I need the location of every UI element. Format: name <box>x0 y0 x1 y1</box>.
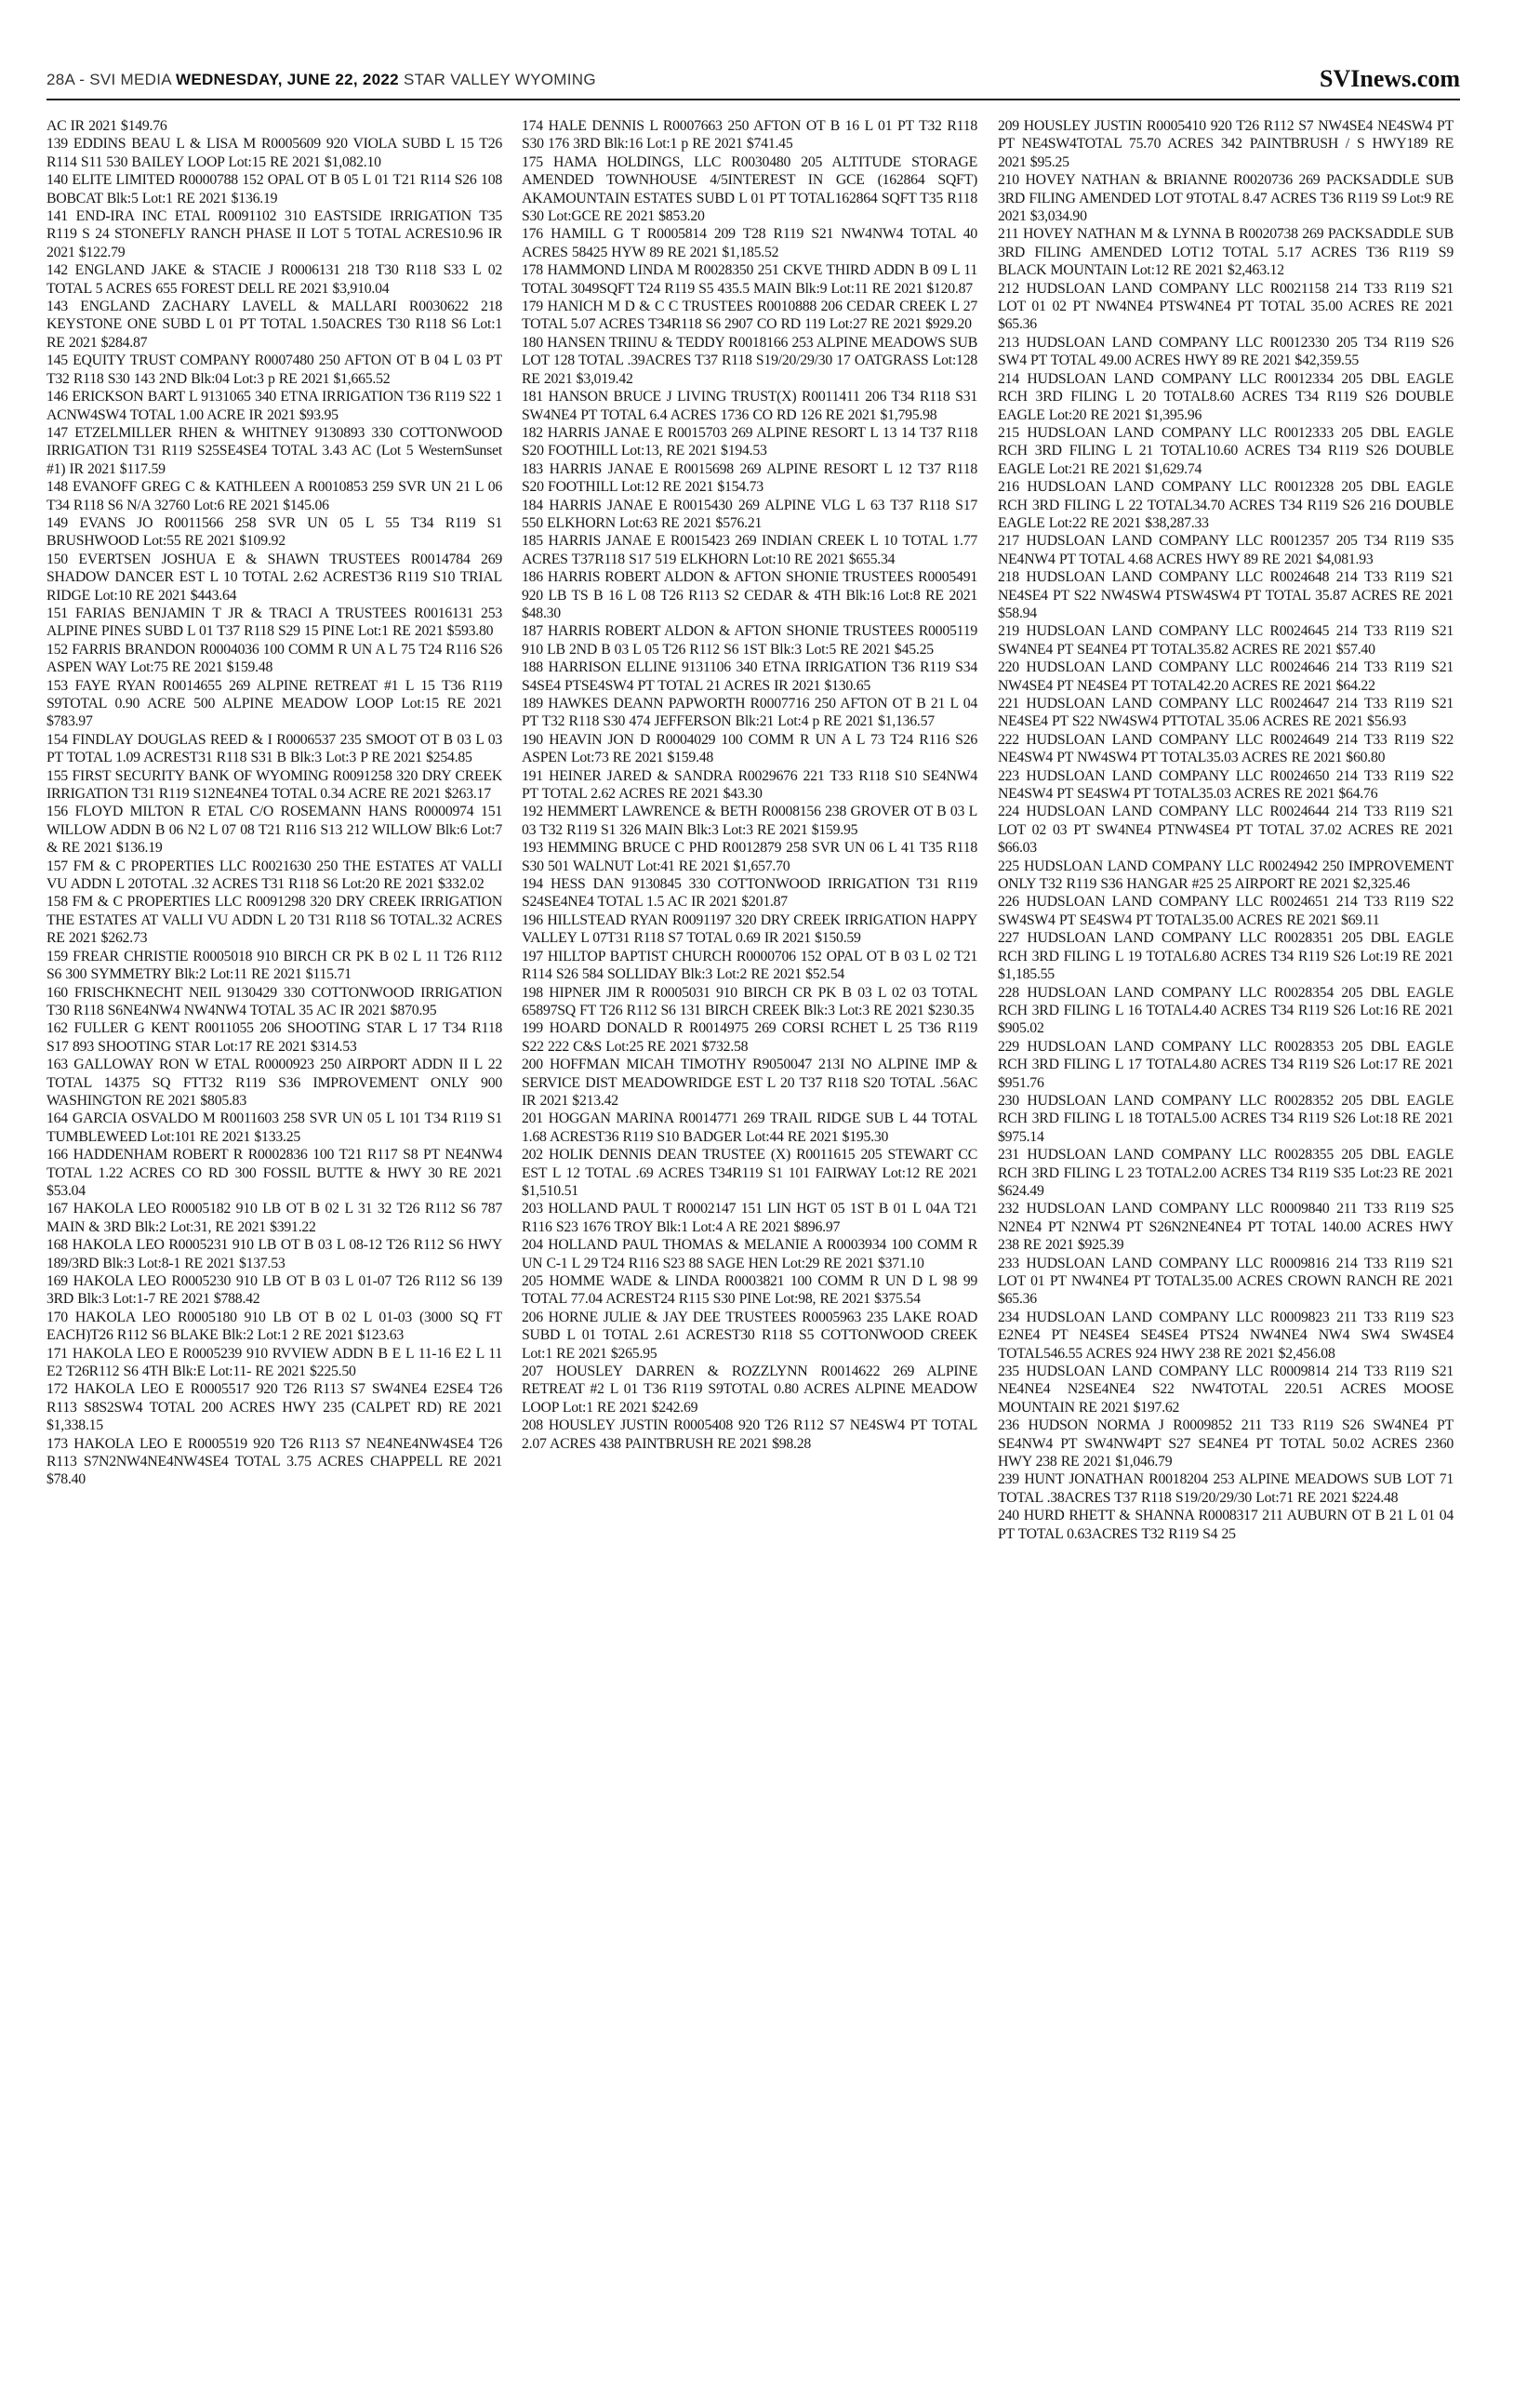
tax-listing-entry: 224 HUDSLOAN LAND COMPANY LLC R0024644 214 T33 R119 S21 LOT 02 03 PT SW4NE4 PTNW4SE4 PT TOTAL 37.02 ACRES RE 2021 $66.03 <box>998 804 1454 857</box>
header-folio <box>46 71 596 89</box>
tax-listing-entry: 149 EVANS JO R0011566 258 SVR UN 05 L 55 T34 R119 S1 BRUSHWOOD Lot:55 RE 2021 $109.92 <box>46 514 502 550</box>
tax-listing-entry: 201 HOGGAN MARINA R0014771 269 TRAIL RIDGE SUB L 44 TOTAL 1.68 ACREST36 R119 S10 BADGER Lot:44 RE 2021 $195.30 <box>522 1111 977 1145</box>
tax-listing-entry: 189 HAWKES DEANN PAPWORTH R0007716 250 AFTON OT B 21 L 04 PT T32 R118 S30 474 JEFFERSON Blk:21 Lot:4 p RE 2021 $1,136.57 <box>522 696 977 730</box>
paper-name: STAR VALLEY WYOMING <box>403 71 596 88</box>
tax-listing-entry: 193 HEMMING BRUCE C PHD R0012879 258 SVR UN 06 L 41 T35 R118 S30 501 WALNUT Lot:41 RE 2021 $1,657.70 <box>522 840 977 874</box>
legal-notice-column-2 <box>522 117 977 2368</box>
tax-listing-entry: 194 HESS DAN 9130845 330 COTTONWOOD IRRIGATION T31 R119 S24SE4NE4 TOTAL 1.5 AC IR 2021 $201.87 <box>522 876 977 911</box>
tax-listing-entry: 220 HUDSLOAN LAND COMPANY LLC R0024646 214 T33 R119 S21 NW4SE4 PT NE4SE4 PT TOTAL42.20 ACRES RE 2021 $64.22 <box>998 659 1454 694</box>
tax-listing-entry: 141 END-IRA INC ETAL R0091102 310 EASTSIDE IRRIGATION T35 R119 S 24 STONEFLY RANCH PHASE II LOT 5 TOTAL ACRES10.96 IR 2021 $122.79 <box>46 208 502 260</box>
tax-listing-entry: 182 HARRIS JANAE E R0015703 269 ALPINE RESORT L 13 14 T37 R118 S20 FOOTHILL Lot:13, RE 2021 $194.53 <box>522 424 977 459</box>
tax-listing-entry: 147 ETZELMILLER RHEN & WHITNEY 9130893 330 COTTONWOOD IRRIGATION T31 R119 S25SE4SE4 TOTAL 3.43 AC (Lot 5 WesternSunset #1) IR 2021 $117.59 <box>46 424 502 477</box>
tax-listing-entry: 210 HOVEY NATHAN & BRIANNE R0020736 269 PACKSADDLE SUB 3RD FILING AMENDED LOT 9TOTAL 8.47 ACRES T36 R119 S9 Lot:9 RE 2021 $3,034.90 <box>998 172 1454 225</box>
tax-listing-entry: 139 EDDINS BEAU L & LISA M R0005609 920 VIOLA SUBD L 15 T26 R114 S11 530 BAILEY LOOP Lot:15 RE 2021 $1,082.10 <box>46 136 502 170</box>
tax-listing-entry: 214 HUDSLOAN LAND COMPANY LLC R0012334 205 DBL EAGLE RCH 3RD FILING L 20 TOTAL8.60 ACRES T34 R119 S26 DOUBLE EAGLE Lot:20 RE 2021 $1,395.96 <box>998 370 1454 423</box>
tax-listing-entry: 151 FARIAS BENJAMIN T JR & TRACI A TRUSTEES R0016131 253 ALPINE PINES SUBD L 01 T37 R118 S29 15 PINE Lot:1 RE 2021 $593.80 <box>46 605 502 640</box>
tax-listing-entry: 202 HOLIK DENNIS DEAN TRUSTEE (X) R0011615 205 STEWART CC EST L 12 TOTAL .69 ACRES T34R119 S1 101 FAIRWAY Lot:12 RE 2021 $1,510.51 <box>522 1147 977 1199</box>
tax-listing-entry: 216 HUDSLOAN LAND COMPANY LLC R0012328 205 DBL EAGLE RCH 3RD FILING L 22 TOTAL34.70 ACRES T34 R119 S26 216 DOUBLE EAGLE Lot:22 RE 2021 $38,287.33 <box>998 479 1454 531</box>
tax-listing-entry: 197 HILLTOP BAPTIST CHURCH R0000706 152 OPAL OT B 03 L 02 T21 R114 S26 584 SOLLIDAY Blk:3 Lot:2 RE 2021 $52.54 <box>522 948 977 983</box>
tax-listing-entry: 150 EVERTSEN JOSHUA E & SHAWN TRUSTEES R0014784 269 SHADOW DANCER EST L 10 TOTAL 2.62 ACREST36 R119 S10 TRIAL RIDGE Lot:10 RE 2021 $443.64 <box>46 551 502 604</box>
legal-notice-column-1 <box>46 117 502 2368</box>
tax-listing-entry: 148 EVANOFF GREG C & KATHLEEN A R0010853 259 SVR UN 21 L 06 T34 R118 S6 N/A 32760 Lot:6 RE 2021 $145.06 <box>46 479 502 513</box>
tax-listing-entry: 199 HOARD DONALD R R0014975 269 CORSI RCHET L 25 T36 R119 S22 222 C&S Lot:25 RE 2021 $732.58 <box>522 1020 977 1055</box>
tax-listing-entry: 157 FM & C PROPERTIES LLC R0021630 250 THE ESTATES AT VALLI VU ADDN L 20TOTAL .32 ACRES T31 R118 S6 Lot:20 RE 2021 $332.02 <box>46 858 502 893</box>
tax-listing-entry: 188 HARRISON ELLINE 9131106 340 ETNA IRRIGATION T36 R119 S34 S4SE4 PTSE4SW4 PT TOTAL 21 ACRES IR 2021 $130.65 <box>522 659 977 694</box>
legal-notice-column-3 <box>998 117 1454 2368</box>
tax-listing-entry: 209 HOUSLEY JUSTIN R0005410 920 T26 R112 S7 NW4SE4 NE4SW4 PT PT NE4SW4TOTAL 75.70 ACRES 342 PAINTBRUSH / S HWY189 RE 2021 $95.25 <box>998 118 1454 170</box>
tax-listing-entry: 192 HEMMERT LAWRENCE & BETH R0008156 238 GROVER OT B 03 L 03 T32 R119 S1 326 MAIN Blk:3 Lot:3 RE 2021 $159.95 <box>522 804 977 838</box>
tax-listing-entry: 232 HUDSLOAN LAND COMPANY LLC R0009840 211 T33 R119 S25 N2NE4 PT N2NW4 PT S26N2NE4NE4 PT TOTAL 140.00 ACRES HWY 238 RE 2021 $925.39 <box>998 1201 1454 1254</box>
tax-listing-entry: 196 HILLSTEAD RYAN R0091197 320 DRY CREEK IRRIGATION HAPPY VALLEY L 07T31 R118 S7 TOTAL 0.69 IR 2021 $150.59 <box>522 911 977 947</box>
tax-listing-entry: 154 FINDLAY DOUGLAS REED & I R0006537 235 SMOOT OT B 03 L 03 PT TOTAL 1.09 ACREST31 R118 S31 B Blk:3 Lot:3 P RE 2021 $254.85 <box>46 731 502 766</box>
tax-listing-entry: 207 HOUSLEY DARREN & ROZZLYNN R0014622 269 ALPINE RETREAT #2 L 01 T36 R119 S9TOTAL 0.80 ACRES ALPINE MEADOW LOOP Lot:1 RE 2021 $242.69 <box>522 1363 977 1416</box>
tax-listing-entry: 186 HARRIS ROBERT ALDON & AFTON SHONIE TRUSTEES R0005491 920 LB TS B 16 L 08 T26 R113 S2 CEDAR & 4TH Blk:16 Lot:8 RE 2021 $48.30 <box>522 569 977 621</box>
tax-listing-entry: 204 HOLLAND PAUL THOMAS & MELANIE A R0003934 100 COMM R UN C-1 L 29 T24 R116 S23 88 SAGE HEN Lot:29 RE 2021 $371.10 <box>522 1237 977 1271</box>
tax-listing-entry: 163 GALLOWAY RON W ETAL R0000923 250 AIRPORT ADDN II L 22 TOTAL 14375 SQ FTT32 R119 S36 IMPROVEMENT ONLY 900 WASHINGTON RE 2021 $805.83 <box>46 1057 502 1109</box>
tax-listing-entry: 146 ERICKSON BART L 9131065 340 ETNA IRRIGATION T36 R119 S22 1 ACNW4SW4 TOTAL 1.00 ACRE IR 2021 $93.95 <box>46 389 502 423</box>
tax-listing-entry: 230 HUDSLOAN LAND COMPANY LLC R0028352 205 DBL EAGLE RCH 3RD FILING L 18 TOTAL5.00 ACRES T34 R119 S26 Lot:18 RE 2021 $975.14 <box>998 1092 1454 1145</box>
tax-listing-entry: 152 FARRIS BRANDON R0004036 100 COMM R UN A L 75 T24 R116 S26 ASPEN WAY Lot:75 RE 2021 $159.48 <box>46 641 502 676</box>
tax-listing-entry: 145 EQUITY TRUST COMPANY R0007480 250 AFTON OT B 04 L 03 PT T32 R118 S30 143 2ND Blk:04 Lot:3 p RE 2021 $1,665.52 <box>46 352 502 387</box>
tax-listing-entry: 181 HANSON BRUCE J LIVING TRUST(X) R0011411 206 T34 R118 S31 SW4NE4 PT TOTAL 6.4 ACRES 1736 CO RD 126 RE 2021 $1,795.98 <box>522 389 977 423</box>
tax-listing-entry: 205 HOMME WADE & LINDA R0003821 100 COMM R UN D L 98 99 TOTAL 77.04 ACREST24 R115 S30 PINE Lot:98, RE 2021 $375.54 <box>522 1273 977 1308</box>
tax-listing-entry: 213 HUDSLOAN LAND COMPANY LLC R0012330 205 T34 R119 S26 SW4 PT TOTAL 49.00 ACRES HWY 89 RE 2021 $42,359.55 <box>998 334 1454 369</box>
tax-listing-entry: 180 HANSEN TRIINU & TEDDY R0018166 253 ALPINE MEADOWS SUB LOT 128 TOTAL .39ACRES T37 R118 S19/20/29/30 17 OATGRASS Lot:128 RE 2021 $3,019.42 <box>522 334 977 387</box>
tax-listing-entry: 160 FRISCHKNECHT NEIL 9130429 330 COTTONWOOD IRRIGATION T30 R118 S6NE4NW4 NW4NW4 TOTAL 35 AC IR 2021 $870.95 <box>46 984 502 1018</box>
tax-listing-entry: 208 HOUSLEY JUSTIN R0005408 920 T26 R112 S7 NE4SW4 PT TOTAL 2.07 ACRES 438 PAINTBRUSH RE 2021 $98.28 <box>522 1417 977 1452</box>
tax-listing-entry: 211 HOVEY NATHAN M & LYNNA B R0020738 269 PACKSADDLE SUB 3RD FILING AMENDED LOT12 TOTAL 5.17 ACRES T36 R119 S9 BLACK MOUNTAIN Lot:12 RE 2021 $2,463.12 <box>998 226 1454 279</box>
tax-listing-entry: 187 HARRIS ROBERT ALDON & AFTON SHONIE TRUSTEES R0005119 910 LB 2ND B 03 L 05 T26 R112 S6 1ST Blk:3 Lot:5 RE 2021 $45.25 <box>522 623 977 658</box>
page-header <box>46 61 1460 100</box>
tax-listing-entry: 179 HANICH M D & C C TRUSTEES R0010888 206 CEDAR CREEK L 27 TOTAL 5.07 ACRES T34R118 S6 2907 CO RD 119 Lot:27 RE 2021 $929.20 <box>522 299 977 333</box>
tax-listing-entry: 142 ENGLAND JAKE & STACIE J R0006131 218 T30 R118 S33 L 02 TOTAL 5 ACRES 655 FOREST DELL RE 2021 $3,910.04 <box>46 262 502 297</box>
tax-listing-entry: 168 HAKOLA LEO R0005231 910 LB OT B 03 L 08-12 T26 R112 S6 HWY 189/3RD Blk:3 Lot:8-1 RE 2021 $137.53 <box>46 1237 502 1271</box>
tax-listing-entry: 236 HUDSON NORMA J R0009852 211 T33 R119 S26 SW4NE4 PT SE4NW4 PT SW4NW4PT S27 SE4NE4 PT TOTAL 50.02 ACRES 2360 HWY 238 RE 2021 $1,046.79 <box>998 1417 1454 1470</box>
tax-listing-entry: 170 HAKOLA LEO R0005180 910 LB OT B 02 L 01-03 (3000 SQ FT EACH)T26 R112 S6 BLAKE Blk:2 Lot:1 2 RE 2021 $123.63 <box>46 1309 502 1344</box>
tax-listing-entry: 184 HARRIS JANAE E R0015430 269 ALPINE VLG L 63 T37 R118 S17 550 ELKHORN Lot:63 RE 2021 $576.21 <box>522 497 977 531</box>
tax-listing-entry: 174 HALE DENNIS L R0007663 250 AFTON OT B 16 L 01 PT T32 R118 S30 176 3RD Blk:16 Lot:1 p RE 2021 $741.45 <box>522 118 977 153</box>
site-name[interactable]: SVInews.com <box>1320 65 1460 92</box>
tax-listing-entry: 166 HADDENHAM ROBERT R R0002836 100 T21 R117 S8 PT NE4NW4 TOTAL 1.22 ACRES CO RD 300 FOSSIL BUTTE & HWY 30 RE 2021 $53.04 <box>46 1147 502 1199</box>
tax-listing-entry: 218 HUDSLOAN LAND COMPANY LLC R0024648 214 T33 R119 S21 NE4SE4 PT S22 NW4SW4 PTSW4SW4 PT TOTAL 35.87 ACRES RE 2021 $58.94 <box>998 569 1454 621</box>
tax-listing-entry: 223 HUDSLOAN LAND COMPANY LLC R0024650 214 T33 R119 S22 NE4SW4 PT SE4SW4 PT TOTAL35.03 ACRES RE 2021 $64.76 <box>998 767 1454 803</box>
tax-listing-entry: 176 HAMILL G T R0005814 209 T28 R119 S21 NW4NW4 TOTAL 40 ACRES 58425 HYW 89 RE 2021 $1,185.52 <box>522 226 977 260</box>
tax-listing-entry: 226 HUDSLOAN LAND COMPANY LLC R0024651 214 T33 R119 S22 SW4SW4 PT SE4SW4 PT TOTAL35.00 ACRES RE 2021 $69.11 <box>998 894 1454 928</box>
tax-listing-entry: 167 HAKOLA LEO R0005182 910 LB OT B 02 L 31 32 T26 R112 S6 787 MAIN & 3RD Blk:2 Lot:31, RE 2021 $391.22 <box>46 1201 502 1235</box>
tax-listing-entry: 155 FIRST SECURITY BANK OF WYOMING R0091258 320 DRY CREEK IRRIGATION T31 R119 S12NE4NE4 TOTAL 0.34 ACRE RE 2021 $263.17 <box>46 767 502 803</box>
tax-listing-entry: 222 HUDSLOAN LAND COMPANY LLC R0024649 214 T33 R119 S22 NE4SW4 PT NW4SW4 PT TOTAL35.03 ACRES RE 2021 $60.80 <box>998 731 1454 766</box>
tax-listing-entry: 164 GARCIA OSVALDO M R0011603 258 SVR UN 05 L 101 T34 R119 S1 TUMBLEWEED Lot:101 RE 2021 $133.25 <box>46 1111 502 1145</box>
tax-listing-entry: 240 HURD RHETT & SHANNA R0008317 211 AUBURN OT B 21 L 01 04 PT TOTAL 0.63ACRES T32 R119 S4 25 <box>998 1508 1454 1542</box>
tax-listing-entry: 235 HUDSLOAN LAND COMPANY LLC R0009814 214 T33 R119 S21 NE4NE4 N2SE4NE4 S22 NW4TOTAL 220.51 ACRES MOOSE MOUNTAIN RE 2021 $197.62 <box>998 1363 1454 1416</box>
tax-listing-entry: 173 HAKOLA LEO E R0005519 920 T26 R113 S7 NE4NE4NW4SE4 T26 R113 S7N2NW4NE4NW4SE4 TOTAL 3.75 ACRES CHAPPELL RE 2021 $78.40 <box>46 1435 502 1488</box>
tax-listing-entry: 233 HUDSLOAN LAND COMPANY LLC R0009816 214 T33 R119 S21 LOT 01 PT NW4NE4 PT TOTAL35.00 ACRES CROWN RANCH RE 2021 $65.36 <box>998 1255 1454 1308</box>
tax-listing-entry: AC IR 2021 $149.76 <box>46 118 167 134</box>
tax-listing-entry: 171 HAKOLA LEO E R0005239 910 RVVIEW ADDN B E L 11-16 E2 L 11 E2 T26R112 S6 4TH Blk:E Lot:11- RE 2021 $225.50 <box>46 1345 502 1380</box>
tax-listing-entry: 229 HUDSLOAN LAND COMPANY LLC R0028353 205 DBL EAGLE RCH 3RD FILING L 17 TOTAL4.80 ACRES T34 R119 S26 Lot:17 RE 2021 $951.76 <box>998 1038 1454 1091</box>
tax-listing-entry: 225 HUDSLOAN LAND COMPANY LLC R0024942 250 IMPROVEMENT ONLY T32 R119 S36 HANGAR #25 25 AIRPORT RE 2021 $2,325.46 <box>998 858 1454 893</box>
page-label: 28A - SVI MEDIA <box>46 71 171 88</box>
issue-date: WEDNESDAY, JUNE 22, 2022 <box>175 71 399 88</box>
tax-listing-entry: 217 HUDSLOAN LAND COMPANY LLC R0012357 205 T34 R119 S35 NE4NW4 PT TOTAL 4.68 ACRES HWY 89 RE 2021 $4,081.93 <box>998 533 1454 567</box>
tax-listing-entry: 158 FM & C PROPERTIES LLC R0091298 320 DRY CREEK IRRIGATION THE ESTATES AT VALLI VU ADDN L 20 T31 R118 S6 TOTAL.32 ACRES RE 2021 $262.73 <box>46 894 502 947</box>
tax-listing-entry: 228 HUDSLOAN LAND COMPANY LLC R0028354 205 DBL EAGLE RCH 3RD FILING L 16 TOTAL4.40 ACRES T34 R119 S26 Lot:16 RE 2021 $905.02 <box>998 984 1454 1037</box>
tax-listing-entry: 178 HAMMOND LINDA M R0028350 251 CKVE THIRD ADDN B 09 L 11 TOTAL 3049SQFT T24 R119 S5 435.5 MAIN Blk:9 Lot:11 RE 2021 $120.87 <box>522 262 977 297</box>
tax-listing-entry: 156 FLOYD MILTON R ETAL C/O ROSEMANN HANS R0000974 151 WILLOW ADDN B 06 N2 L 07 08 T21 R116 S13 212 WILLOW Blk:6 Lot:7 & RE 2021 $136.19 <box>46 804 502 857</box>
tax-listing-entry: 159 FREAR CHRISTIE R0005018 910 BIRCH CR PK B 02 L 11 T26 R112 S6 300 SYMMETRY Blk:2 Lot:11 RE 2021 $115.71 <box>46 948 502 983</box>
tax-listing-entry: 215 HUDSLOAN LAND COMPANY LLC R0012333 205 DBL EAGLE RCH 3RD FILING L 21 TOTAL10.60 ACRES T34 R119 S26 DOUBLE EAGLE Lot:21 RE 2021 $1,629.74 <box>998 424 1454 477</box>
tax-listing-entry: 212 HUDSLOAN LAND COMPANY LLC R0021158 214 T33 R119 S21 LOT 01 02 PT NW4NE4 PTSW4NE4 PT TOTAL 35.00 ACRES RE 2021 $65.36 <box>998 280 1454 333</box>
tax-listing-entry: 172 HAKOLA LEO E R0005517 920 T26 R113 S7 SW4NE4 E2SE4 T26 R113 S8S2SW4 TOTAL 200 ACRES HWY 235 (CALPET RD) RE 2021 $1,338.15 <box>46 1381 502 1434</box>
tax-listing-entry: 169 HAKOLA LEO R0005230 910 LB OT B 03 L 01-07 T26 R112 S6 139 3RD Blk:3 Lot:1-7 RE 2021 $788.42 <box>46 1273 502 1308</box>
tax-listing-entry: 190 HEAVIN JON D R0004029 100 COMM R UN A L 73 T24 R116 S26 ASPEN Lot:73 RE 2021 $159.48 <box>522 731 977 766</box>
tax-listing-entry: 185 HARRIS JANAE E R0015423 269 INDIAN CREEK L 10 TOTAL 1.77 ACRES T37R118 S17 519 ELKHORN Lot:10 RE 2021 $655.34 <box>522 533 977 567</box>
tax-listing-entry: 175 HAMA HOLDINGS, LLC R0030480 205 ALTITUDE STORAGE AMENDED TOWNHOUSE 4/5INTEREST IN GCE (162864 SQFT) AKAMOUNTAIN ESTATES SUBD L 01 PT TOTAL162864 SQFT T35 R118 S30 Lot:GCE RE 2021 $853.20 <box>522 153 977 225</box>
tax-listing-entry: 239 HUNT JONATHAN R0018204 253 ALPINE MEADOWS SUB LOT 71 TOTAL .38ACRES T37 R118 S19/20/29/30 Lot:71 RE 2021 $224.48 <box>998 1471 1454 1506</box>
tax-listing-entry: 162 FULLER G KENT R0011055 206 SHOOTING STAR L 17 T34 R118 S17 893 SHOOTING STAR Lot:17 RE 2021 $314.53 <box>46 1020 502 1055</box>
tax-listing-entry: 231 HUDSLOAN LAND COMPANY LLC R0028355 205 DBL EAGLE RCH 3RD FILING L 23 TOTAL2.00 ACRES T34 R119 S35 Lot:23 RE 2021 $624.49 <box>998 1147 1454 1199</box>
tax-listing-entry: 191 HEINER JARED & SANDRA R0029676 221 T33 R118 S10 SE4NW4 PT TOTAL 2.62 ACRES RE 2021 $43.30 <box>522 767 977 803</box>
tax-listing-entry: 206 HORNE JULIE & JAY DEE TRUSTEES R0005963 235 LAKE ROAD SUBD L 01 TOTAL 2.61 ACREST30 R118 S5 COTTONWOOD CREEK Lot:1 RE 2021 $265.95 <box>522 1309 977 1362</box>
tax-listing-entry: 221 HUDSLOAN LAND COMPANY LLC R0024647 214 T33 R119 S21 NE4SE4 PT S22 NW4SW4 PTTOTAL 35.06 ACRES RE 2021 $56.93 <box>998 696 1454 730</box>
tax-listing-entry: 198 HIPNER JIM R R0005031 910 BIRCH CR PK B 03 L 02 03 TOTAL 65897SQ FT T26 R112 S6 131 BIRCH CREEK Blk:3 Lot:3 RE 2021 $230.35 <box>522 984 977 1018</box>
tax-listing-entry: 183 HARRIS JANAE E R0015698 269 ALPINE RESORT L 12 T37 R118 S20 FOOTHILL Lot:12 RE 2021 $154.73 <box>522 460 977 496</box>
tax-listing-entry: 153 FAYE RYAN R0014655 269 ALPINE RETREAT #1 L 15 T36 R119 S9TOTAL 0.90 ACRE 500 ALPINE MEADOW LOOP Lot:15 RE 2021 $783.97 <box>46 677 502 730</box>
tax-listing-entry: 219 HUDSLOAN LAND COMPANY LLC R0024645 214 T33 R119 S21 SW4NE4 PT SE4NE4 PT TOTAL35.82 ACRES RE 2021 $57.40 <box>998 623 1454 658</box>
tax-listing-entry: 200 HOFFMAN MICAH TIMOTHY R9050047 213I NO ALPINE IMP & SERVICE DIST MEADOWRIDGE EST L 20 T37 R118 S20 TOTAL .56AC IR 2021 $213.42 <box>522 1057 977 1109</box>
tax-listing-entry: 143 ENGLAND ZACHARY LAVELL & MALLARI R0030622 218 KEYSTONE ONE SUBD L 01 PT TOTAL 1.50ACRES T30 R118 S6 Lot:1 RE 2021 $284.87 <box>46 299 502 351</box>
tax-listing-entry: 140 ELITE LIMITED R0000788 152 OPAL OT B 05 L 01 T21 R114 S26 108 BOBCAT Blk:5 Lot:1 RE 2021 $136.19 <box>46 172 502 206</box>
tax-listing-entry: 203 HOLLAND PAUL T R0002147 151 LIN HGT 05 1ST B 01 L 04A T21 R116 S23 1676 TROY Blk:1 Lot:4 A RE 2021 $896.97 <box>522 1201 977 1235</box>
tax-listing-entry: 234 HUDSLOAN LAND COMPANY LLC R0009823 211 T33 R119 S23 E2NE4 PT NE4SE4 SE4SE4 PTS24 NW4NE4 NW4 SW4 SW4SE4 TOTAL546.55 ACRES 924 HWY 238 RE 2021 $2,456.08 <box>998 1309 1454 1362</box>
tax-listing-entry: 227 HUDSLOAN LAND COMPANY LLC R0028351 205 DBL EAGLE RCH 3RD FILING L 19 TOTAL6.80 ACRES T34 R119 S26 Lot:19 RE 2021 $1,185.55 <box>998 930 1454 983</box>
